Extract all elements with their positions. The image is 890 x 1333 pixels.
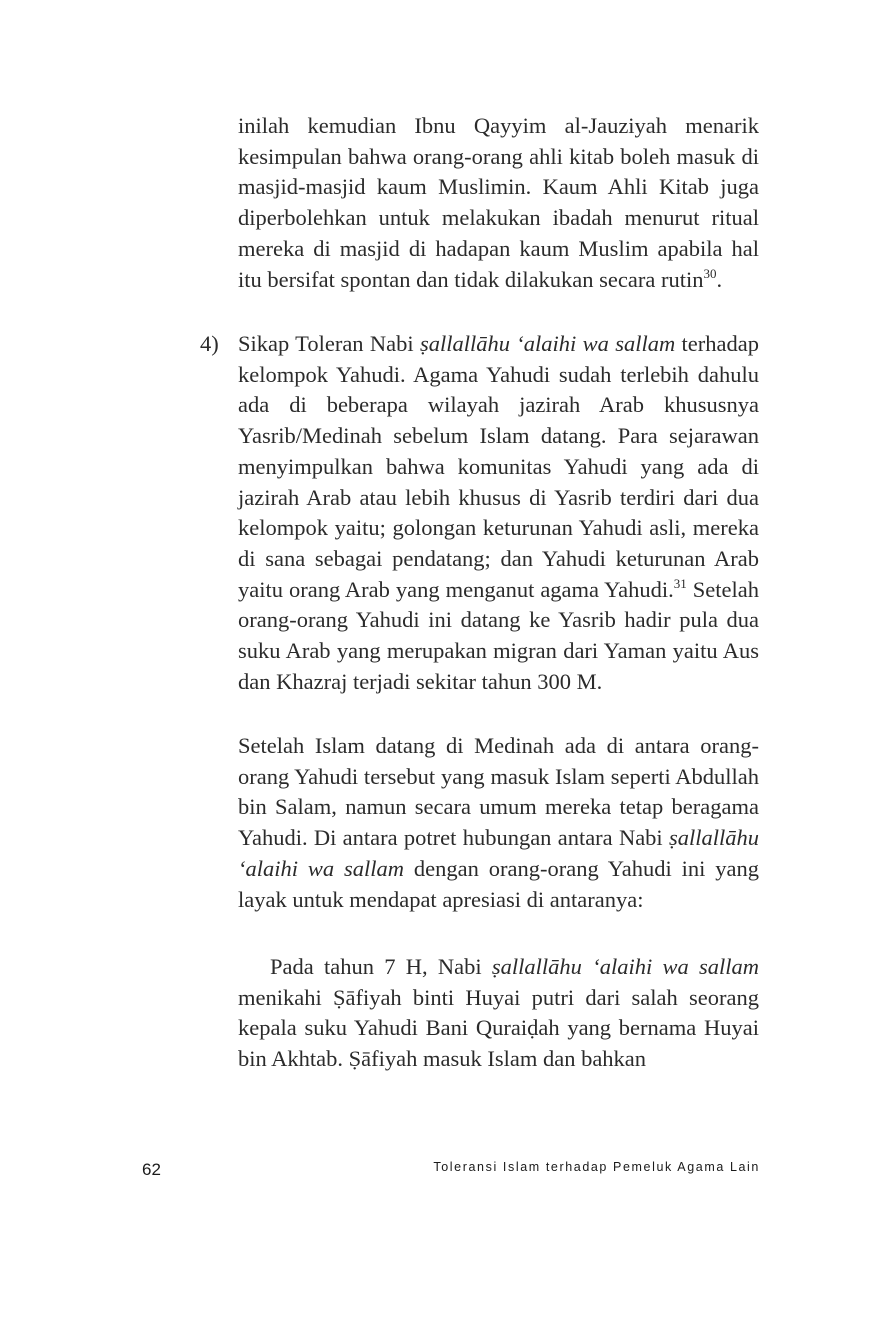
paragraph-rest: dengan orang-orang Yahudi ini yang layak untuk mendapat apresiasi di antaranya: [238,855,759,912]
paragraph-text [238,111,759,295]
honorific-italic: ṣallallāhu ‘alaihi wa sallam [238,825,759,881]
paragraph-lead: Pada tahun 7 H, Nabi [270,954,492,979]
item-body: terhadap kelompok Yahudi. Agama Yahudi sudah terlebih dahulu ada di beberapa wilayah jazirah Arab khususnya Yasrib/Medinah sebelum Islam datang. Para sejarawan menyimpulkan bahwa komunitas Yahudi yang ada di jazirah Arab atau lebih khusus di Yasrib terdiri dari dua kelompok yaitu; golongan keturunan Yahudi asli, mereka di sana sebagai pendatang; dan Yahudi keturunan Arab yaitu orang Arab yang menganut agama Yahudi. [238,331,759,602]
paragraph-lead: Setelah Islam datang di Medinah ada di antara orang-orang Yahudi tersebut yang masuk Islam seperti Abdullah bin Salam, namun secara umum mereka tetap beragama Yahudi. Di antara potret hubungan antara Nabi [238,733,759,851]
paragraph-body: inilah kemudian Ibnu Qayyim al-Jauziyah menarik kesimpulan bahwa orang-orang ahli kitab boleh masuk di masjid-masjid kaum Muslimin. Kaum Ahli Kitab juga diperbolehkan untuk melakukan ibadah menurut ritual mereka di masjid di hadapan kaum Muslim apabila hal itu bersifat spontan dan tidak dilakukan secara rutin [238,113,759,292]
list-item-4 [238,329,759,697]
list-item-text [238,329,759,697]
running-footer-title: Toleransi Islam terhadap Pemeluk Agama Lain [433,1160,760,1174]
item-lead: Sikap Toleran Nabi [238,331,420,356]
footnote-marker-31: 31 [673,575,687,591]
paragraph-after-islam [238,731,759,915]
paragraph-text [238,731,759,915]
paragraph-rest: menikahi Ṣāfiyah binti Huyai putri dari salah seorang kepala suku Yahudi Bani Quraiḍah yang bernama Huyai bin Akhtab. Ṣāfiyah masuk Islam dan bahkan [238,984,759,1072]
footnote-marker-30: 30 [703,265,717,281]
paragraph-ibnu-qayyim [238,111,759,295]
paragraph-end: . [716,266,723,292]
paragraph-safiyah [238,952,759,1075]
honorific-italic: ṣallallāhu ‘alaihi wa sallam [419,331,676,356]
item-rest: Setelah orang-orang Yahudi ini datang ke Yasrib hadir pula dua suku Arab yang merupakan migran dari Yaman yaitu Aus dan Khazraj terjadi sekitar tahun 300 M. [238,576,760,694]
paragraph-text [238,952,759,1075]
honorific-italic: ṣallallāhu ‘alaihi wa sallam [491,954,759,979]
list-number-4: 4) [200,331,219,356]
page-number: 62 [142,1160,161,1179]
